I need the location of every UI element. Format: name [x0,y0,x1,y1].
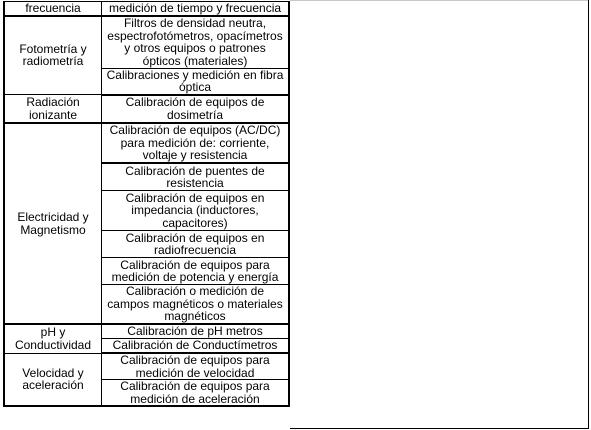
item-cell: Calibración de equipos (AC/DC) para medición de: corriente, voltaje y resistencia [102,123,290,163]
item-cell: Calibraciones y medición en fibra óptica [102,68,290,95]
table-row [4,2,289,16]
table-row [4,16,289,69]
area-cell: pH y Conductividad [4,324,102,353]
item-cell: Calibración de equipos en radiofrecuencia [102,231,290,258]
item-cell: Calibración de equipos para medición de aceleración [102,380,290,407]
item-cell: Calibración o medición de campos magnéticos o materiales magnéticos [102,285,290,325]
item-cell: Calibración de equipos para medición de velocidad [102,353,290,380]
area-cell: Velocidad y aceleración [4,353,102,406]
table-row [4,123,289,163]
area-cell: Electricidad y Magnetismo [4,123,102,324]
page-top-rule [290,0,589,1]
item-cell: Calibración de Conductímetros [102,339,290,354]
item-cell: Calibración de puentes de resistencia [102,163,290,191]
area-cell: Radiación ionizante [4,95,102,124]
item-cell: Calibración de equipos de dosimetría [102,95,290,124]
table-row [4,95,289,124]
item-cell: Filtros de densidad neutra, espectrofotómetros, opacímetros y otros equipos o patrones ópticos (materiales) [102,16,290,69]
calibration-table [3,1,290,407]
item-cell: Calibración de equipos en impedancia (inductores, capacitores) [102,191,290,231]
table-row [4,324,289,339]
page-bottom-rule [290,428,589,429]
area-cell: Fotometría y radiometría [4,16,102,95]
item-cell: Calibración de equipos para medición de potencia y energía [102,258,290,285]
item-cell: medición de tiempo y frecuencia [102,2,290,16]
area-cell: frecuencia [4,2,102,16]
table-row [4,353,289,380]
item-cell: Calibración de pH metros [102,324,290,339]
page-right-rule [588,0,589,429]
